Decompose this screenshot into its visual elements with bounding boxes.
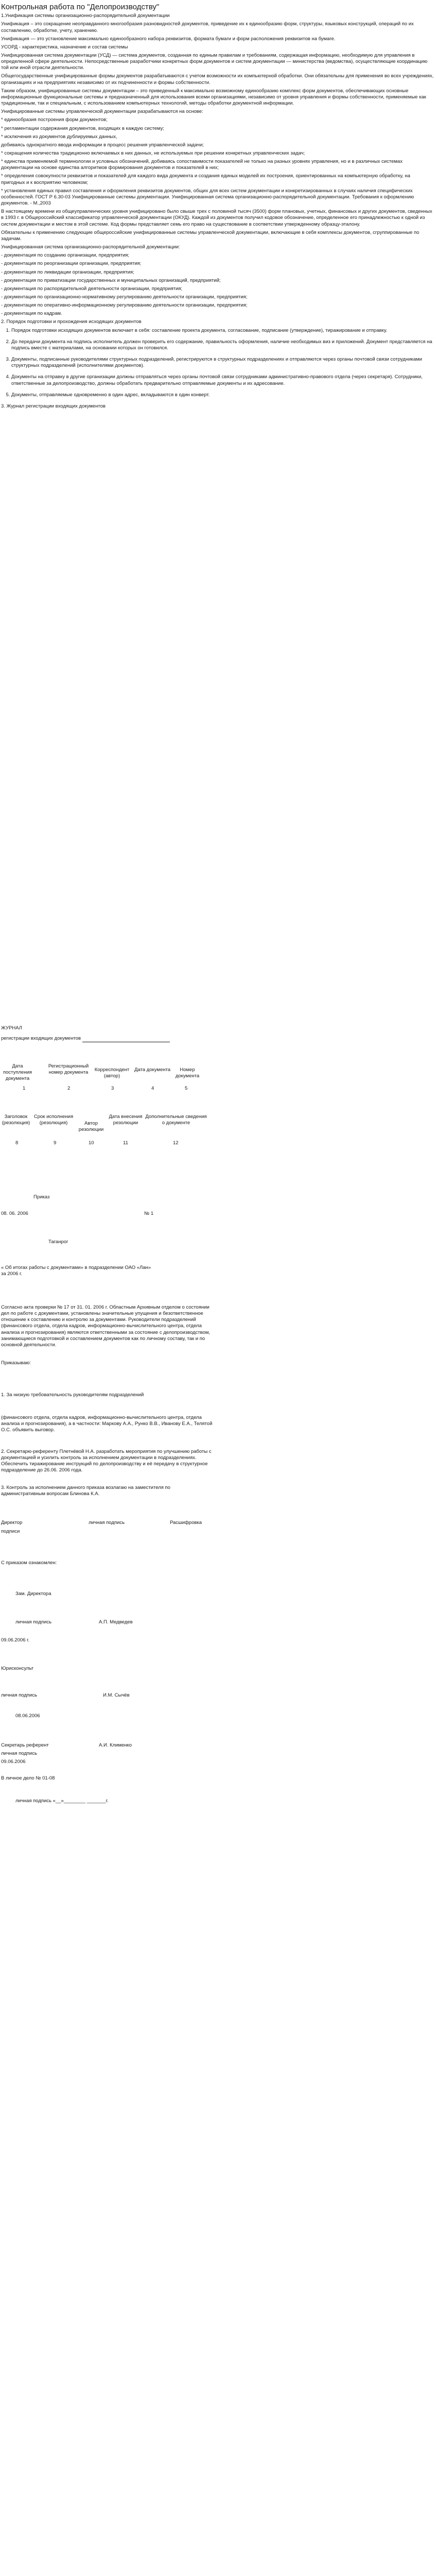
list-item: - документация по ликвидации организации, предприятия; xyxy=(1,269,134,275)
list-item: - документация по кадрам. xyxy=(1,311,62,317)
order-item: 1. За низкую требовательность руководителям подразделений xyxy=(1,1392,144,1398)
intro-paragraph: 1.Унификация системы организационно-распорядительной документации xyxy=(1,13,170,19)
step-item: 1. Порядок подготовки исходящих документов включает в себя: составление проекта документа, согласование, подписание (утверждение), тиражирование и отправку. xyxy=(11,328,435,334)
doc-list xyxy=(1,252,435,317)
intro-paragraph: Унификация – это сокращение неоправданного многообразия разновидностей документов, приведение их к единообразию форм, структуры, языковых конструкций, операций по их составлению, обработке, учету, хранению. xyxy=(1,21,414,33)
list-item: * установления единых правил составления и оформления реквизитов документов, общих для всех систем документации и конкретизированных в случаях наличия специфических особенностей. ГОСТ Р 6.30-03 Унифицированные системы документации. Унифицированная система организационно-распорядительной документации. Требования к оформлению документов. - М.,2003 xyxy=(1,188,414,207)
lawyer-label: Юрисконсульт xyxy=(1,1666,34,1671)
table1-num: 5 xyxy=(185,1086,188,1091)
order-command: Приказываю: xyxy=(1,1360,31,1366)
step-item: 4. Документы на отправку в другие организации должны отправляться через органы почтовой связи сотрудниками административно-правового отдела (через секретаря). Сотрудники, ответственные за делопроизводство, должны обработать предварительно отправляемые документы и их адресование. xyxy=(11,374,435,386)
order-subject: « Об итогах работы с документами» в подразделении ОАО «Лан» за 2006 г. xyxy=(1,1265,151,1277)
table1-header: Номер документа xyxy=(175,1067,200,1079)
list-item: - документация по оперативно-информационному регулированию деятельности организации, предприятия; xyxy=(1,302,248,309)
table2-num: 10 xyxy=(89,1140,94,1146)
outgoing-docs-section xyxy=(1,319,435,410)
lawyer-name: И.М. Сычёв xyxy=(103,1692,130,1698)
intro-paragraph: Общегосударственные унифицированные формы документов разрабатываются с учетом возможности их компьютерной обработки. Они обязательны для применения во всех учреждениях, организациях и на предприятиях независимо от их подчиненности и формы собственности. xyxy=(1,73,434,86)
step-item: 5. Документы, отправляемые одновременно в один адрес, вкладываются в один конверт. xyxy=(11,392,435,398)
table2-header: Дата внесения резолюции xyxy=(109,1114,143,1126)
principles-list xyxy=(1,117,435,207)
journal-subtitle-line xyxy=(82,1036,170,1042)
intro-section xyxy=(1,13,435,115)
list-item: * единообразия построения форм документов; xyxy=(1,117,108,123)
list-item: - документация по распорядительной деятельности организации, предприятия; xyxy=(1,285,183,292)
usord-paragraph: Обязательны к применению следующие общероссийские унифицированные системы управленческой документации, включающие в себя комплексы документов, сгруппированные по задачам. xyxy=(1,229,420,242)
deputy-name: А.П. Медведев xyxy=(99,1619,133,1625)
list-item: * исключения из документов дублируемых данных, xyxy=(1,133,117,140)
order-body: Согласно акта проверки № 17 от 31. 01. 2006 г. Областным Архивным отделом о состоянии дел по работе с документами, установлены значительные упущения и безответственное отношение к составлению и контролю за документами. Руководители подразделений (финансового отдела, отдела кадров, информационно-вычислительного центра, отдела анализа и прогнозирования) являются ответственными за состояние с делопроизводством, занимающиеся подготовкой и составлением документов как по личному составу, так и по основной деятельности. xyxy=(1,1304,211,1348)
personal-sign-label: личная подпись xyxy=(1,1751,38,1756)
journal-title: ЖУРНАЛ xyxy=(1,1025,22,1031)
footer-sign: личная подпись «__»________ _______г. xyxy=(15,1798,109,1804)
list-item: - документация по приватизации государственных и муниципальных организаций, предприятий; xyxy=(1,277,221,283)
personal-sign-label: личная подпись xyxy=(89,1520,125,1526)
list-item: - документация по созданию организации, предприятия; xyxy=(1,252,130,259)
journal-subtitle xyxy=(1,1036,170,1042)
director-label: Директор xyxy=(1,1520,23,1526)
list-item: - документация по организационно-нормативному регулированию деятельности организации, предприятия; xyxy=(1,294,248,300)
list-item: * единства применяемой терминологии и условных обозначений, добиваясь сопоставимости показателей не только на разных уровнях управления, но и в различных системах документации на основе единства алгоритмов формирования документов и показателей в них; xyxy=(1,159,403,171)
list-item: * регламентации содержания документов, входящих в каждую систему; xyxy=(1,125,165,131)
table2-header: Автор резолюции xyxy=(78,1121,104,1132)
intro-paragraph: УСОРД - характеристика, назначение и состав системы xyxy=(1,44,128,50)
list-item: - документация по реорганизации организации, предприятия; xyxy=(1,261,142,267)
journal-subtitle-text: регистрации входящих документов xyxy=(1,1036,81,1041)
table1-num: 1 xyxy=(23,1086,26,1091)
table1-header: Дата документа xyxy=(134,1067,170,1073)
order-city: Таганрог xyxy=(48,1239,68,1245)
usord-paragraph: В настоящему времени из общеуправленческих уровня унифицировано было свыше трех с половиной тысяч (3500) форм плановых, учетных, финансовых и других документов, сведенных в 1993 г. в Общероссийский классификатор управленческой документации (ОКУД). Каждой из документов получил кодовое обозначение, определенное его принадлежностью к одной из систем документации и местом в этой системе. Код формы представляет семь его право на существование в соответствии утвержденному образцу-эталону. xyxy=(1,209,432,227)
deputy-label: Зам. Директора xyxy=(15,1591,51,1597)
intro-paragraph: Унификация — это установление максимально единообразного набора реквизитов, формата бумаги и форм расположения реквизитов на бумаге. xyxy=(1,36,336,42)
personal-sign-label: личная подпись xyxy=(1,1692,38,1698)
date-label: 08.06.2006 xyxy=(15,1713,40,1719)
order-number: № 1 xyxy=(144,1211,154,1216)
list-item: * определения совокупности реквизитов и показателей для каждого вида документа и создания единых моделей их построения, ориентированных на компьютерную обработку, на пригодных и к восприятию человеком; xyxy=(1,173,410,185)
order-title: Приказ xyxy=(33,1194,50,1200)
intro-paragraph: Таким образом, унифицированные системы документации – это приведенный к максимально возможному единообразию комплекс форм документов, обеспечивающих основные информационные функциональные системы и предназначенный для использования всеми организациями, независимо от уровня управления и формы собственности, применяемые как традиционным, так и специальным, с использованием компьютерных технологий, методы обработки документной информации. xyxy=(1,88,426,107)
personal-sign-label: личная подпись xyxy=(15,1619,52,1625)
table2-num: 12 xyxy=(173,1140,179,1146)
section-heading: 3. Журнал регистрации входящих документов xyxy=(1,403,106,409)
table2-num: 11 xyxy=(123,1140,128,1146)
table1-header: Дата поступления документа xyxy=(3,1063,32,1081)
order-item: 3. Контроль за исполнением данного приказа возлагаю на заместителя по административным вопросам Блинова К.А. xyxy=(1,1485,170,1497)
order-date: 08. 06. 2006 xyxy=(1,1211,28,1216)
page-title: Контрольная работа по "Делопроизводству" xyxy=(1,3,160,11)
usord-paragraph: Унифицированная система организационно-распорядительной документации: xyxy=(1,244,180,250)
date-label: 09.06.2006 xyxy=(1,1759,26,1765)
list-item: добиваясь однократного ввода информации в процесс решения управленческой задачи; xyxy=(1,142,204,148)
table1-num: 4 xyxy=(151,1086,154,1091)
date-label: 09.06.2006 г. xyxy=(1,1637,30,1643)
table1-header: Регистрационный номер документа xyxy=(48,1063,89,1075)
table1-header: Корреспондент (автор) xyxy=(94,1067,130,1079)
step-item: 2. До передачи документа на подпись исполнитель должен проверить его содержание, правильность оформления, наличие необходимых виз и приложений. Документ представляется на подпись вместе с материалами, на основании которых он готовился. xyxy=(11,339,435,351)
table2-num: 9 xyxy=(54,1140,57,1146)
table1-num: 2 xyxy=(67,1086,71,1091)
table1-num: 3 xyxy=(111,1086,114,1091)
table2-num: 8 xyxy=(15,1140,19,1146)
order-item: (финансового отдела, отдела кадров, информационно-вычислительного центра, отдела анализа и прогнозирования), а в частности: Маркову А.А., Рунко В.В., Иванову Е.А., Телятой О.С. объявить выговор. xyxy=(1,1415,213,1433)
decoding-label: Расшифровка xyxy=(170,1520,202,1526)
step-item: 3. Документы, подписанные руководителями структурных подразделений, регистрируются в структурных подразделениях и отправляются через органы почтовой связи сотрудниками структурных подразделений (исполнителями документов). xyxy=(11,357,435,369)
intro-paragraph: Унифицированные системы управленческой документации разрабатываются на основе: xyxy=(1,109,203,115)
order-item: 2. Секретарю-референту Плетнёвой Н.А. разработать мероприятия по улучшению работы с документацией и усилить контроль за исполнением документации в подразделениях. Обеспечить тиражирование инструкций по делопроизводству и её передачу в структурное подразделение до 26.06. 2006 года. xyxy=(1,1449,212,1473)
section-heading: 2. Порядок подготовки и прохождения исходящих документов xyxy=(1,319,142,325)
secretary-name: А.И. Клименко xyxy=(99,1742,132,1748)
usord-section xyxy=(1,209,435,250)
table2-header: Срок исполнения (резолюция) xyxy=(33,1114,74,1126)
intro-paragraph: Унифицированная система документации (УСД) — система документов, созданная по единым правилам и требованиям, содержащая информацию, необходимую для управления в определенной сфере деятельности. Непосредственные разработчики конкретных форм документов и систем документации — министерства (ведомства), осуществляющие координацию той или иной отрасли деятельности. xyxy=(1,52,428,71)
table2-header: Дополнительные сведения о документе xyxy=(145,1114,207,1126)
steps-list xyxy=(1,328,435,398)
secretary-label: Секретарь референт xyxy=(1,1742,49,1748)
list-item: * сокращения количества традиционно включаемых в них данных, не используемых при решении конкретных управленческих задач; xyxy=(1,150,305,156)
sign-label: подписи xyxy=(1,1529,20,1534)
table2-header: Заголовок (резолюция) xyxy=(2,1114,30,1126)
acquainted-label: С приказом ознакомлен: xyxy=(1,1560,57,1566)
file-label: В личное дело № 01-08 xyxy=(1,1775,55,1781)
